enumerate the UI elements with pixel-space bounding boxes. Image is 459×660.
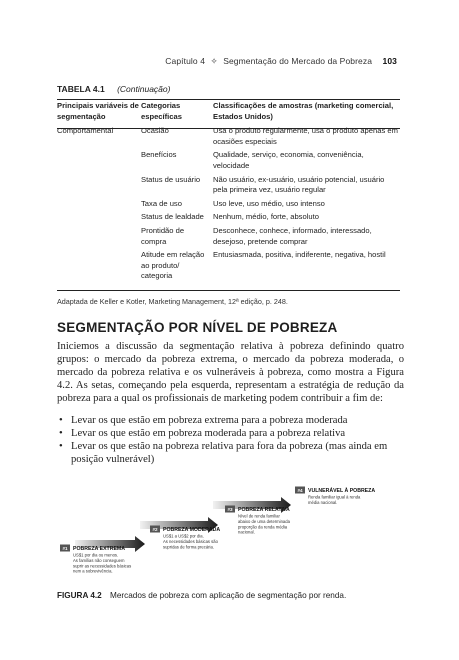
table-cell: Taxa de uso [141, 198, 182, 208]
table-cell: Atitude em relação ao produto/ categoria [141, 250, 205, 281]
step-number: #2 [152, 527, 158, 532]
segmentation-table [57, 101, 400, 285]
step-description: proporção da renda média [238, 524, 288, 530]
table-top-rule [57, 99, 400, 100]
column-header: Categorias específicas [141, 101, 182, 121]
step-title: VULNERÁVEL À POBREZA [308, 488, 376, 494]
table-label: TABELA 4.1 [57, 84, 105, 94]
table-cell: Prontidão de compra [141, 225, 185, 246]
step-description: suprir as necessidades básicas [73, 563, 132, 569]
bullet-list [57, 414, 407, 466]
bullet-icon: • [59, 415, 63, 426]
step-description: supridas de forma precária. [163, 544, 214, 550]
running-header [165, 56, 397, 67]
table-row [57, 175, 400, 199]
step-description: US$1 por dia ou menos. [73, 552, 119, 558]
step-description: abaixo de uma determinada [238, 518, 290, 524]
table-cell: Status de usuário [141, 174, 201, 184]
table-cell: Uso leve, uso médio, uso intenso [213, 198, 325, 208]
list-item: • Levar os que estão na pobreza relativa para fora da pobreza (mas ainda em posição vulnerável) [59, 441, 388, 465]
bullet-icon: • [59, 428, 63, 439]
bullet-icon: • [59, 441, 63, 452]
table-cell: Qualidade, serviço, economia, conveniência, velocidade [213, 150, 364, 170]
table-title [57, 84, 170, 94]
table-header-row [57, 101, 400, 122]
table-cell: Status de lealdade [141, 212, 204, 222]
table-row [57, 126, 400, 150]
table-bottom-rule [57, 290, 400, 291]
table-row [57, 150, 400, 174]
page-number: 103 [382, 56, 397, 66]
chapter-title: Segmentação do Mercado da Pobreza [223, 56, 373, 66]
step-description: Nível de renda familiar [238, 513, 280, 519]
table-source: Adaptada de Keller e Kotler, Marketing Management, 12ª edição, p. 248. [57, 297, 288, 306]
separator-icon: ✧ [210, 56, 218, 66]
step-title: POBREZA MODERADA [163, 527, 221, 533]
table-row [57, 199, 400, 213]
table-cell [57, 212, 141, 226]
table-cell: Nenhum, médio, forte, absoluto [213, 212, 319, 222]
figure-caption-text: Mercados de pobreza com aplicação de segmentação por renda. [110, 591, 347, 600]
step-description: US$1 a US$2 por dia. [163, 533, 204, 539]
table-continuation: (Continuação) [117, 84, 171, 94]
body-paragraph: Iniciemos a discussão da segmentação relativa à pobreza definindo quatro grupos: o mercado da pobreza extrema, o mercado da pobreza moderada, o mercado da pobreza relativa e os vulneráveis à pobreza, como mostra a Figura 4.2. As setas, começando pela esquerda, representam a estratégia de redução da pobreza para a qual os profissionais de marketing podem contribuir a fim de: [57, 341, 404, 404]
table-cell: Entusiasmada, positiva, indiferente, negativa, hostil [213, 250, 386, 260]
table-cell: Benefícios [141, 150, 177, 160]
table-cell [57, 250, 141, 285]
table-cell [57, 199, 141, 213]
table-cell: Usa o produto regularmente, usa o produto apenas em ocasiões especiais [213, 126, 398, 146]
step-number: #4 [297, 488, 303, 493]
table-row [57, 212, 400, 226]
step-title: POBREZA RELATIVA [238, 507, 290, 513]
table-cell: Desconhece, conhece, informado, interessado, desejoso, pretende comprar [213, 225, 372, 246]
step-description: As necessidades básicas são [163, 538, 218, 544]
step-description: Renda familiar igual à renda [308, 494, 361, 500]
table-row [57, 250, 400, 285]
chapter-label: Capítulo 4 [165, 56, 206, 66]
step-title: POBREZA EXTREMA [73, 546, 125, 552]
table-cell: Não usuário, ex-usuário, usuário potencial, usuário pela primeira vez, usuário regular [213, 174, 385, 195]
section-heading: SEGMENTAÇÃO POR NÍVEL DE POBREZA [57, 320, 338, 335]
list-item: • Levar os que estão em pobreza extrema para a pobreza moderada [59, 415, 348, 426]
step-number: #3 [227, 507, 233, 512]
step-description: nem a sobrevivência. [73, 568, 113, 574]
step-description: nacional. [238, 529, 255, 535]
poverty-staircase-figure [0, 470, 459, 590]
table-row [57, 226, 400, 250]
table-cell [57, 150, 141, 174]
list-item: • Levar os que estão em pobreza moderada para a pobreza relativa [59, 428, 346, 439]
column-header: Classificações de amostras (marketing comercial, Estados Unidos) [213, 101, 394, 121]
table-cell: Comportamental [57, 126, 114, 136]
figure-caption [57, 591, 346, 600]
figure-label: FIGURA 4.2 [57, 591, 102, 600]
table-cell: Ocasião [141, 126, 169, 136]
step-number: #1 [62, 546, 68, 551]
table-cell [57, 226, 141, 250]
step-description: As famílias não conseguem [73, 557, 125, 563]
table-cell [57, 175, 141, 199]
column-header: Principais variáveis de segmentação [57, 101, 139, 121]
step-description: média nacional. [308, 499, 338, 505]
